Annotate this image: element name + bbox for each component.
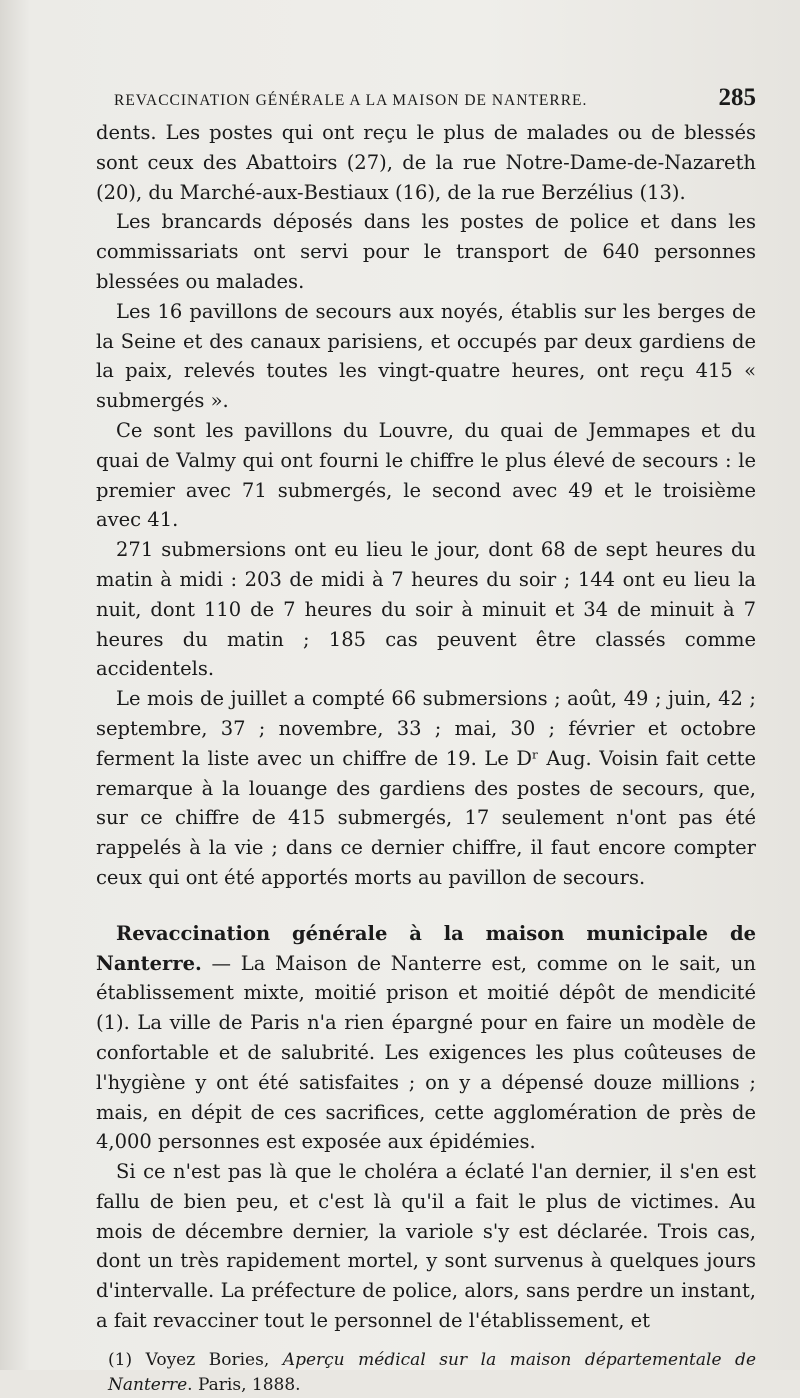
paragraph: dents. Les postes qui ont reçu le plus de malades ou de blessés sont ceux des Abattoirs (27), de la rue Notre-Dame-de-Nazareth (20), du Marché-aux-Bestiaux (16), de la rue Berzélius (13).	[96, 121, 756, 204]
paragraph: Le mois de juillet a compté 66 submersions ; août, 49 ; juin, 42 ; septembre, 37 ; novembre, 33 ; mai, 30 ; février et octobre ferment la liste avec un chiffre de 19. Le Dʳ Aug. Voisin fait cette remarque à la louange des gardiens des postes de secours, que, sur ce chiffre de 415 submergés, 17 seulement n'ont pas été rappelés à la vie ; dans ce dernier chiffre, il faut encore compter ceux qui ont été apportés morts au pavillon de secours.	[96, 687, 756, 889]
paragraph: Les brancards déposés dans les postes de police et dans les commissariats ont servi pour le transport de 640 personnes blessées ou malades.	[96, 210, 756, 293]
section-paragraph	[96, 919, 756, 1157]
paragraph: Ce sont les pavillons du Louvre, du quai de Jemmapes et du quai de Valmy qui ont fourni le chiffre le plus élevé de secours : le premier avec 71 submergés, le second avec 49 et le troisième avec 41.	[96, 418, 756, 532]
running-title: REVACCINATION GÉNÉRALE A LA MAISON DE NANTERRE.	[114, 92, 588, 109]
paragraph: 271 submersions ont eu lieu le jour, dont 68 de sept heures du matin à midi : 203 de midi à 7 heures du soir ; 144 ont eu lieu la nuit, dont 110 de 7 heures du soir à minuit et 34 de minuit à 7 heures du matin ; 185 cas peuvent être classés comme accidentels.	[96, 538, 756, 681]
body-text	[96, 118, 756, 1336]
paragraph: Les 16 pavillons de secours aux noyés, établis sur les berges de la Seine et des canaux parisiens, et occupés par deux gardiens de la paix, relevés toutes les vingt-quatre heures, ont reçu 415 « submergés ».	[96, 299, 756, 413]
section-first-paragraph: — La Maison de Nanterre est, comme on le sait, un établissement mixte, moitié prison et moitié dépôt de mendicité (1). La ville de Paris n'a rien épargné pour en faire un modèle de confortable et de salubrité. Les exigences les plus coûteuses de l'hygiène y ont été satisfaites ; on y a dépensé douze millions ; mais, en dépit de ces sacrifices, cette agglomération de près de 4,000 personnes est exposée aux épidémies.	[96, 951, 756, 1154]
footnote-title: Aperçu médical sur la maison départementale de Nanterre	[108, 1349, 757, 1395]
section-revaccination	[96, 919, 756, 1336]
page-number: 285	[718, 84, 756, 111]
running-head	[114, 78, 756, 118]
footnote-marker: (1) Voyez Bories,	[108, 1349, 283, 1370]
footnote-tail: . Paris, 1888.	[187, 1374, 301, 1395]
section-heading: Revaccination générale à la maison municipale de Nanterre.	[96, 921, 756, 975]
footnote	[108, 1348, 756, 1398]
paragraph: Si ce n'est pas là que le choléra a éclaté l'an dernier, il s'en est fallu de bien peu, et c'est là qu'il a fait le plus de victimes. Au mois de décembre dernier, la variole s'y est déclarée. Trois cas, dont un très rapidement mortel, y sont survenus à quelques jours d'intervalle. La préfecture de police, alors, sans perdre un instant, a fait revacciner tout le personnel de l'établissement, et	[96, 1160, 756, 1333]
